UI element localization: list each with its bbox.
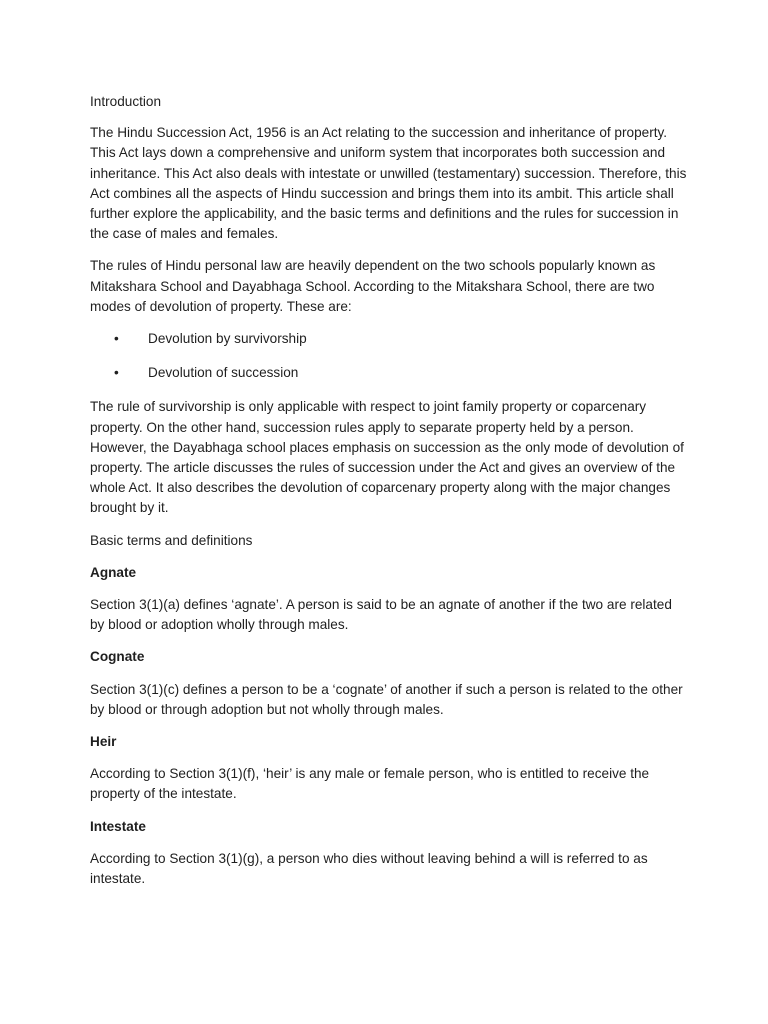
paragraph-survivorship: The rule of survivorship is only applicable with respect to joint family property or coparcenary property. On the other hand, succession rules apply to separate property held by a person. However, the Dayabhaga school places emphasis on succession as the only mode of devolution of property. The article discusses the rules of succession under the Act and gives an overview of the whole Act. It also describes the devolution of coparcenary property along with the major changes brought by it. (90, 399, 684, 516)
term-definition-agnate: Section 3(1)(a) defines ‘agnate’. A person is said to be an agnate of another if the two are related by blood or adoption wholly through males. (90, 597, 672, 633)
devolution-modes-list (90, 329, 690, 383)
list-item (90, 363, 690, 383)
section-heading-basic-terms: Basic terms and definitions (90, 532, 253, 548)
section-heading-introduction: Introduction (90, 94, 162, 109)
term-heading-intestate: Intestate (90, 818, 146, 834)
term-heading-cognate: Cognate (90, 649, 145, 665)
list-item-text: Devolution of succession (148, 365, 299, 381)
list-item-text: Devolution by survivorship (148, 331, 307, 347)
list-item (90, 329, 690, 349)
bullet-icon: • (114, 365, 119, 381)
document-page (90, 92, 690, 901)
bullet-icon: • (114, 331, 119, 347)
paragraph-introduction: The Hindu Succession Act, 1956 is an Act relating to the succession and inheritance of property. This Act lays down a comprehensive and uniform system that incorporates both succession and inheritance. This Act also deals with intestate or unwilled (testamentary) succession. Therefore, this Act combines all the aspects of Hindu succession and brings them into its ambit. This article shall further explore the applicability, and the basic terms and definitions and the rules for succession in the case of males and females. (90, 125, 687, 242)
term-definition-intestate: According to Section 3(1)(g), a person who dies without leaving behind a will is referred to as intestate. (90, 850, 648, 887)
term-heading-agnate: Agnate (90, 564, 137, 580)
term-heading-heir: Heir (90, 734, 117, 750)
term-definition-heir: According to Section 3(1)(f), ‘heir’ is any male or female person, who is entitled to receive the property of the intestate. (90, 766, 650, 802)
paragraph-schools: The rules of Hindu personal law are heavily dependent on the two schools popularly known as Mitakshara School and Dayabhaga School. According to the Mitakshara School, there are two modes of devolution of property. These are: (90, 258, 656, 314)
term-definition-cognate: Section 3(1)(c) defines a person to be a ‘cognate’ of another if such a person is related to the other by blood or through adoption but not wholly through males. (90, 681, 683, 717)
